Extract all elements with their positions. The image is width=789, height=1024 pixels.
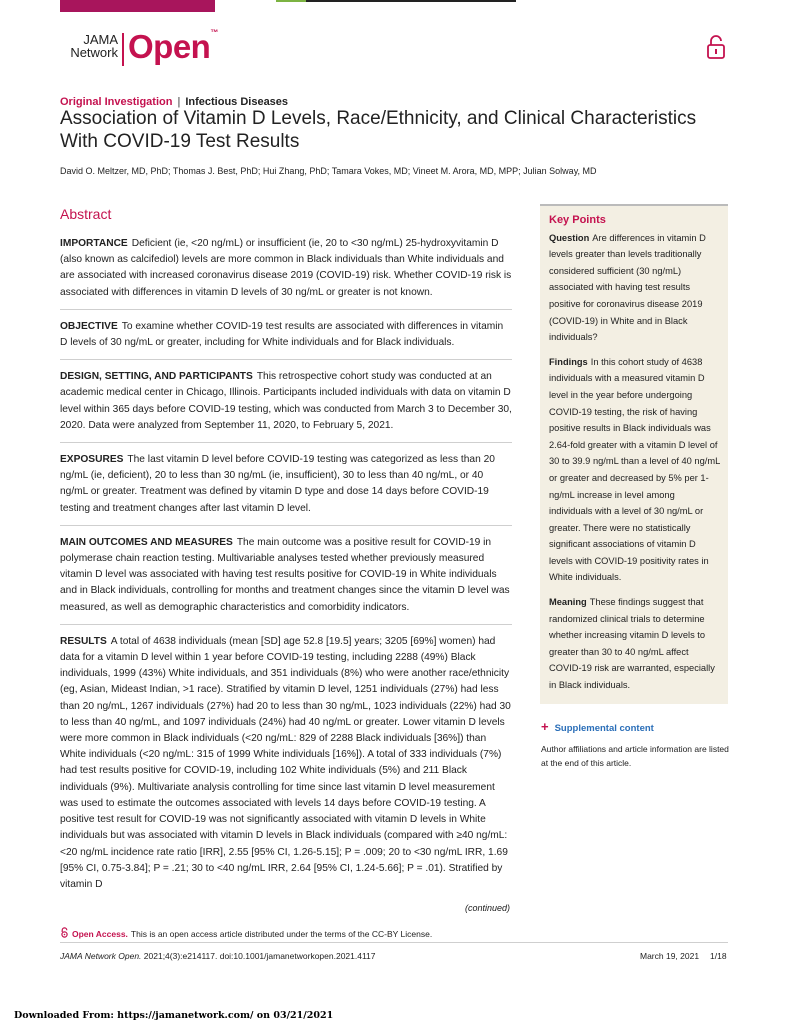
section-divider	[60, 525, 512, 526]
section-divider	[60, 624, 512, 625]
section-text: The last vitamin D level before COVID-19 testing was categorized as less than 20 ng/mL (ie, deficient), 20 to less than 30 ng/mL (ie, insufficient), 30 to less than 40 ng/mL, or 40 ng/mL or greater. Treatment was defined by vitamin D type and dose 14 days before COVID-19 testing and treatment changes after last vitamin D level.	[60, 454, 495, 514]
section-label: IMPORTANCE	[60, 238, 128, 249]
abstract-results	[60, 634, 512, 893]
section-text: To examine whether COVID-19 test results are associated with differences in vitamin D levels of 30 ng/mL or greater, including for White individuals and for Black individuals.	[60, 320, 504, 349]
abstract-exposures	[60, 452, 512, 517]
logo-line-2: Network	[70, 45, 118, 60]
logo-trademark: ™	[210, 28, 218, 37]
section-text: The main outcome was a positive result for COVID-19 in polymerase chain reaction testing. Multivariable analyses tested whether previously measured vitamin D level was associated with having test results positive for COVID-19 in White individuals and in Black individuals, controlling for months and treatment changes since the vitamin D level was measured, as well as demographic characteristics and comorbidity indicators.	[60, 536, 510, 613]
key-point-label: Meaning	[549, 597, 587, 608]
section-label: DESIGN, SETTING, AND PARTICIPANTS	[60, 371, 253, 383]
key-points-heading: Key Points	[549, 214, 606, 226]
logo-divider	[122, 33, 124, 66]
section-divider	[60, 309, 512, 310]
footer-journal: JAMA Network Open.	[60, 951, 142, 961]
logo-brand	[128, 28, 218, 66]
abstract-design	[60, 369, 512, 434]
plus-icon: +	[541, 719, 549, 734]
article-title: Association of Vitamin D Levels, Race/Ethnicity, and Clinical Characteristics With COVID-19 Test Results	[60, 108, 697, 152]
continued-note: (continued)	[465, 903, 511, 913]
supplemental-label: Supplemental content	[554, 723, 654, 734]
author-list: David O. Meltzer, MD, PhD; Thomas J. Best, PhD; Hui Zhang, PhD; Tamara Vokes, MD; Vineet M. Arora, MD, MPP; Julian Solway, MD	[60, 166, 597, 176]
affiliations-note: Author affiliations and article information are listed at the end of this article.	[541, 744, 729, 768]
open-access-icon	[60, 927, 69, 938]
abstract-outcomes	[60, 535, 512, 616]
footer-doi: 2021;4(3):e214117. doi:10.1001/jamanetworkopen.2021.4117	[143, 951, 376, 961]
key-point-text: In this cohort study of 4638 individuals with a measured vitamin D level in the year before undergoing COVID-19 testing, the risk of having positive results in Black individuals was 2.64-fold greater with a vitamin D level of 30 to 39.9 ng/mL than a level of 40 ng/mL or greater and decreased by 5% per 1-ng/mL increase in level among individuals with a level of 30 ng/mL or greater. There were no statistically significant associations of vitamin D levels with COVID-19 positivity rates in White individuals.	[549, 356, 720, 583]
open-access-text: This is an open access article distributed under the terms of the CC-BY License.	[130, 929, 433, 939]
page-number: 1/18	[710, 951, 727, 961]
key-point-text: Are differences in vitamin D levels greater than levels traditionally considered sufficient (30 ng/mL) associated with having test results positive for coronavirus disease 2019 (COVID-19) in White and in Black individuals?	[549, 232, 706, 343]
article-type-link[interactable]: Original Investigation	[60, 96, 173, 108]
key-point-findings	[549, 354, 720, 586]
logo-brand-text: Open	[128, 28, 211, 65]
footer-citation	[60, 951, 376, 961]
unlocked-padlock-icon	[705, 34, 727, 60]
open-access-label: Open Access.	[72, 929, 128, 939]
key-point-label: Question	[549, 232, 590, 243]
abstract-objective	[60, 319, 512, 351]
section-label: OBJECTIVE	[60, 320, 118, 332]
article-subject-link[interactable]: Infectious Diseases	[185, 96, 289, 108]
section-text: A total of 4638 individuals (mean [SD] age 52.8 [19.5] years; 3205 [69%] women) had data for a vitamin D level within 1 year before COVID-19 testing, including 2288 (49%) Black individuals, 1999 (43%) White individuals, and 351 individuals (8%) who were another race/ethnicity (eg, Asian, Mideast Indian, >1 race). Stratified by vitamin D level, 1251 individuals (27%) had less than 20 ng/mL, 1267 individuals (27%) had 20 to less than 30 ng/mL, 1023 individuals (22%) had 30 to less than 40 ng/mL, and 1097 individuals (24%) had 40 ng/mL or greater. Lower vitamin D levels were more common in Black individuals (<20 ng/mL: 829 of 2288 Black individuals [36%]) than White individuals (<20 ng/mL: 315 of 1999 White individuals [16%]). A total of 333 individuals (7%) had test results positive for COVID-19, including 102 White individuals (5%) and 211 Black individuals (9%). Multivariate analysis controlling for time since last vitamin D level measurement was used to estimate the outcomes associated with levels 14 days before COVID-19 testing. A positive test result for COVID-19 was not significantly associated with vitamin D levels in White individuals but was associated with vitamin D levels in Black individuals (compared with ≥40 ng/mL: <20 ng/mL incidence rate ratio [IRR], 2.55 [95% CI, 1.26-5.15]; P = .009; 20 to <30 ng/mL IRR, 1.69 [95% CI, 0.75-3.84]; P = .21; 30 to <40 ng/mL IRR, 2.64 [95% CI, 1.24-5.66]; P = .01). Stratified by vitamin D	[60, 635, 511, 890]
key-point-question	[549, 230, 720, 346]
top-rule-accent	[276, 0, 306, 2]
key-points-box	[540, 204, 728, 704]
abstract-heading: Abstract	[60, 206, 112, 222]
abstract-body	[60, 236, 512, 893]
key-point-meaning	[549, 594, 720, 694]
top-accent-bar	[60, 0, 215, 12]
section-label: EXPOSURES	[60, 454, 124, 466]
section-text: This retrospective cohort study was conducted at an academic medical center in Chicago, Illinois. Participants included individuals with data on vitamin D level within 365 days before COVID-19 testing, which was conducted from March 3 to December 30, 2020. Data were analyzed from September 11, 2020, to February 5, 2021.	[60, 371, 512, 431]
top-rule	[276, 0, 516, 2]
logo-wordmark	[60, 33, 118, 59]
section-label: MAIN OUTCOMES AND MEASURES	[60, 536, 233, 548]
supplemental-content-link[interactable]	[541, 719, 654, 734]
key-point-text: These findings suggest that randomized clinical trials to determine whether increasing vitamin D levels to greater than 30 to 40 ng/mL affect COVID-19 risk are warranted, especially in Black individuals.	[549, 597, 715, 691]
category-separator: |	[177, 96, 181, 108]
section-divider	[60, 442, 512, 443]
abstract-importance	[60, 236, 512, 301]
footer-date: March 19, 2021	[640, 951, 700, 961]
section-divider	[60, 359, 512, 360]
section-label: RESULTS	[60, 635, 107, 647]
download-note: Downloaded From: https://jamanetwork.com/ on 03/21/2021	[14, 1010, 334, 1021]
footer-rule	[60, 942, 728, 943]
open-access-note	[60, 927, 432, 939]
key-point-label: Findings	[549, 356, 588, 367]
logo-line-1: JAMA	[83, 32, 118, 47]
section-text: Deficient (ie, <20 ng/mL) or insufficient (ie, 20 to <30 ng/mL) 25-hydroxyvitamin D (also known as calcifediol) levels are more common in Black individuals than White individuals and are associated with increased coronavirus disease 2019 (COVID-19) risk. Whether COVID-19 risk is associated with differences in vitamin D levels of 30 ng/mL or greater is not known.	[60, 238, 512, 298]
